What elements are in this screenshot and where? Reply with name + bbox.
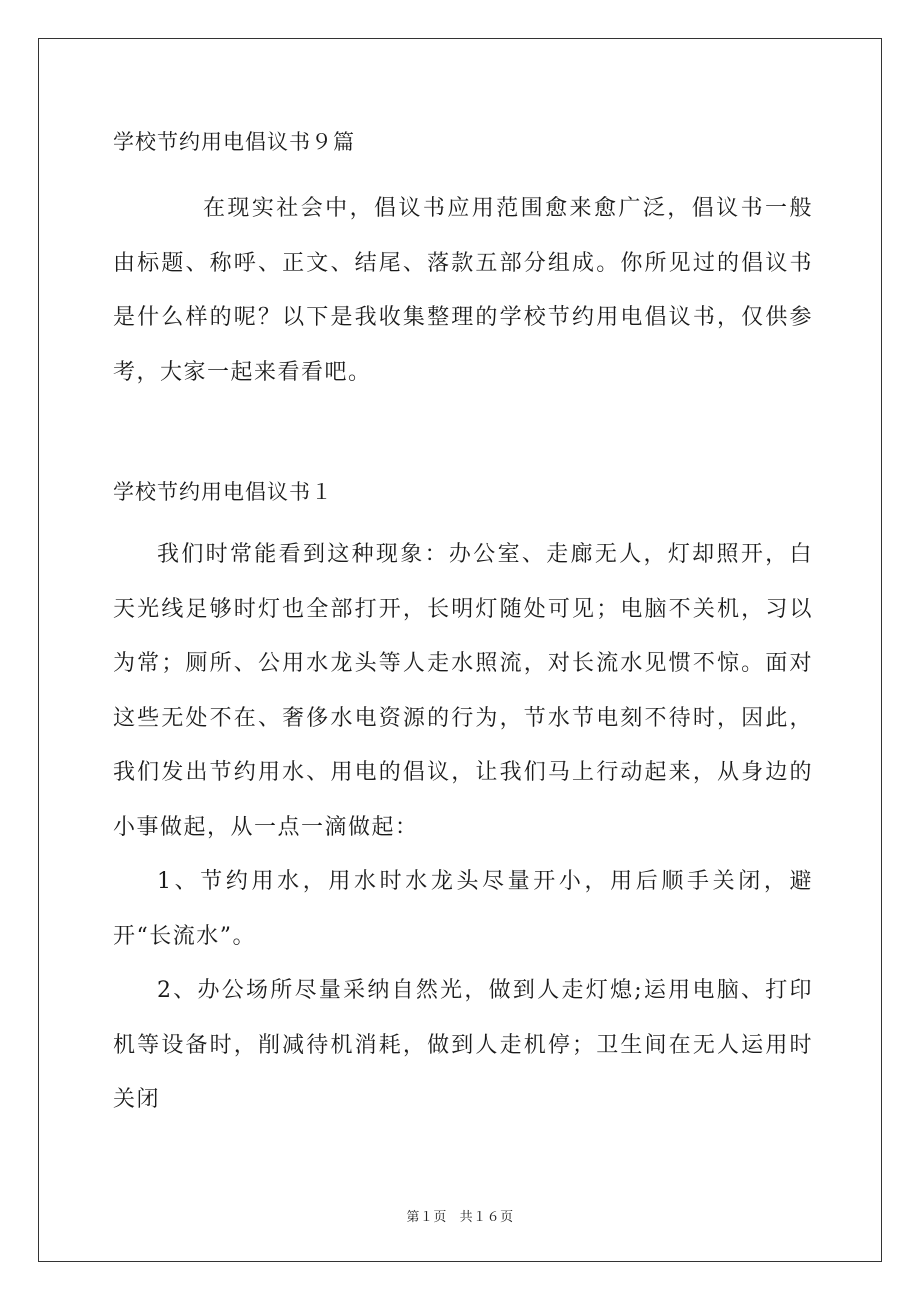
document-body [113,120,813,1128]
list-item-water: 1、节约用水，用水时水龙头尽量开小，用后顺手关闭，避开“长流水”。 [113,869,813,949]
document-title: 学校节约用电倡议书９篇 [113,130,355,154]
page-footer [0,1206,920,1225]
list-item-office: 2、办公场所尽量采纳自然光，做到人走灯熄;运用电脑、打印机等设备时，削减待机消耗，做到人走机停；卫生间在无人运用时关闭 [113,978,813,1112]
page-number: 第１页 [406,1210,447,1225]
body-paragraph: 我们时常能看到这种现象：办公室、走廊无人，灯却照开，白天光线足够时灯也全部打开，长明灯随处可见；电脑不关机，习以为常；厕所、公用水龙头等人走水照流，对长流水见惯不惊。面对这些无处不在、奢侈水电资源的行为，节水节电刻不待时，因此，我们发出节约用水、用电的倡议，让我们马上行动起来，从身边的小事做起，从一点一滴做起： [113,542,813,840]
section-title: 学校节约用电倡议书１ [113,480,333,504]
page-total: 共１６页 [459,1210,514,1225]
intro-paragraph: 在现实社会中，倡议书应用范围愈来愈广泛，倡议书一般由标题、称呼、正文、结尾、落款五部分组成。你所见过的倡议书是什么样的呢？以下是我收集整理的学校节约用电倡议书，仅供参考，大家一起来看看吧。 [113,196,813,385]
